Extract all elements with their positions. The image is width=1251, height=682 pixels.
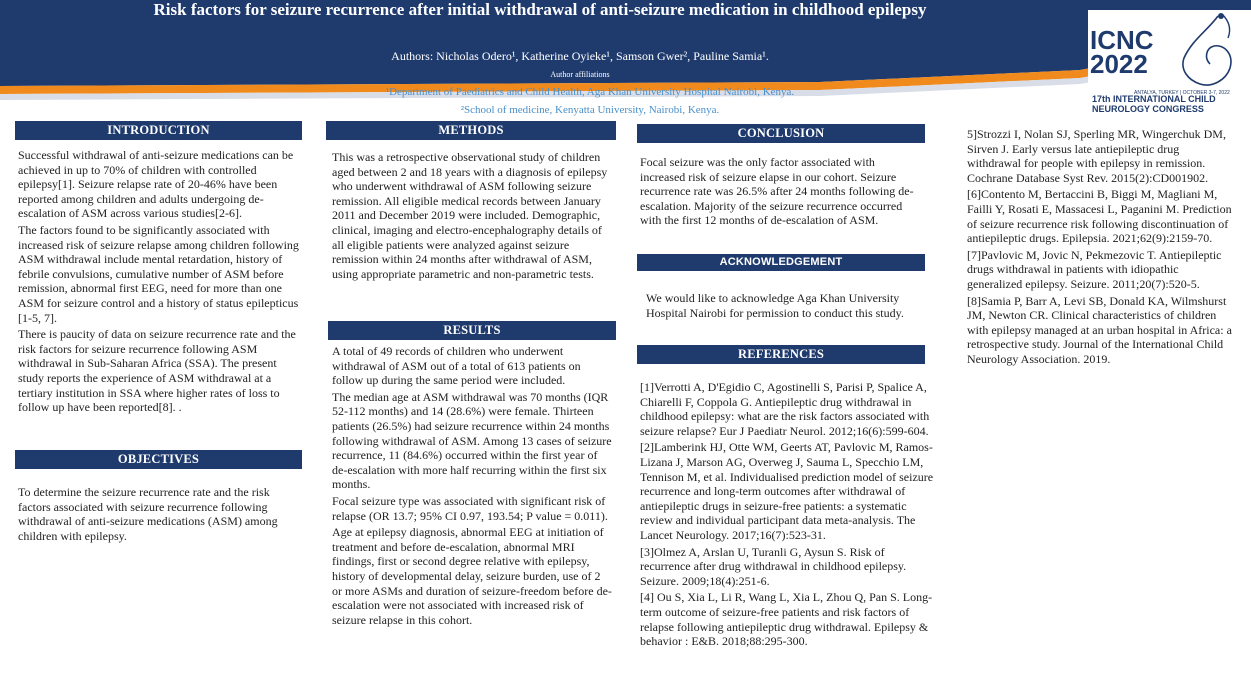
affiliations-heading: Author affiliations — [550, 70, 610, 79]
reference-item: [3]Olmez A, Arslan U, Turanli G, Aysun S. Risk of recurrence after drug withdrawal in childhood epilepsy. Seizure. 2009;18(4):251-6. — [640, 544, 907, 588]
acknowledgement-heading: ACKNOWLEDGEMENT — [637, 254, 925, 271]
title-banner — [0, 0, 1251, 100]
conclusion-body — [640, 155, 922, 228]
reference-item: [2]Lamberink HJ, Otte WM, Geerts AT, Pavlovic M, Ramos-Lizana J, Marson AG, Overweg J, Sauma L, Specchio LM, Tennison M, et al. Individualised prediction model of seizure recurrence and long-term outcomes after withdrawal of antiepileptic drugs in seizure-free patients: a systematic review and individual participant data meta-analysis. The Lancet Neurology. 2017;16(7):523-31. — [640, 440, 934, 542]
reference-item: [7]Pavlovic M, Jovic N, Pekmezovic T. Antiepileptic drugs withdrawal in patients with idiopathic generalized epilepsy. Seizure. 2011;20(7):520-5. — [967, 247, 1222, 291]
reference-item: [8]Samia P, Barr A, Levi SB, Donald KA, Wilmshurst JM, Newton CR. Clinical characteristics of children with epilepsy managed at an urban hospital in Africa: a retrospective study. Journal of the International Child Neurology Association. 2019. — [967, 293, 1232, 366]
logo-congress-name — [1092, 94, 1216, 114]
acknowledgement-section — [637, 254, 925, 322]
results-paragraph: Focal seizure type was associated with significant risk of relapse (OR 13.7; 95% CI 0.97, 193.54; P value = 0.011). — [332, 493, 608, 523]
poster-authors: Authors: Nicholas Odero¹, Katherine Oyieke¹, Samson Gwer², Pauline Samia¹. — [391, 49, 769, 63]
objectives-paragraph: To determine the seizure recurrence rate and the risk factors associated with seizure recurrence following withdrawal of anti-seizure medications (ASM) among children with epilepsy. — [18, 485, 278, 543]
reference-item: 5]Strozzi I, Nolan SJ, Sperling MR, Wingerchuk DM, Sirven J. Early versus late antiepileptic drug withdrawal for people with epilepsy in remission. Cochrane Database Syst Rev. 2015(2):CD001902. — [967, 127, 1226, 185]
references-list — [640, 380, 936, 649]
results-paragraph: Age at epilepsy diagnosis, abnormal EEG at initiation of treatment and before de-escalation, abnormal MRI findings, first or second degree relative with epilepsy, history of developmental delay, seizure burden, use of 2 or more ASMs and duration of seizure-freedom before de-escalation were not associated with increased risk of seizure relapse in this cohort. — [332, 525, 612, 627]
results-body — [332, 344, 612, 627]
methods-paragraph: This was a retrospective observational study of children aged between 2 and 18 years with a diagnosis of epilepsy who underwent withdrawal of ASM following seizure remission. All eligible medical records between January 2011 and December 2019 were included. Demographic, clinical, imaging and electro-encephalography details of all eligible patients were analyzed against seizure remission within 24 months after withdrawal of ASM, using appropriate parametric and non-parametric tests. — [332, 150, 608, 281]
results-paragraph: A total of 49 records of children who underwent withdrawal of ASM out of a total of 613 patients on follow up during the same period were included. — [332, 344, 581, 388]
methods-heading: METHODS — [326, 121, 616, 140]
introduction-paragraph: The factors found to be significantly associated with increased risk of seizure relapse among children following ASM withdrawal include mental retardation, history of febrile convulsions, cumulative number of ASM before remission, abnormal first EEG, need for more than one ASM for seizure control and a history of status epilepticus [1-5, 7]. — [18, 222, 299, 325]
objectives-heading: OBJECTIVES — [15, 450, 302, 469]
references-heading: REFERENCES — [637, 345, 925, 364]
reference-item: [6]Contento M, Bertaccini B, Biggi M, Magliani M, Failli Y, Rosati E, Massacesi L, Paganini M. Prediction of seizure recurrence risk following discontinuation of antiepileptic drugs. Epilepsia. 2021;62(9):2159-70. — [967, 187, 1232, 246]
logo-name-line1: ICNC — [1090, 25, 1154, 55]
reference-item: [1]Verrotti A, D'Egidio C, Agostinelli S, Parisi P, Spalice A, Chiarelli F, Coppola G. Antiepileptic drug withdrawal in childhood epilepsy: what are the risk factors associated with seizure relapse? Eur J Paediatr Neurol. 2012;16(6):599-604. — [640, 380, 930, 438]
affiliation-2: ²School of medicine, Kenyatta University, Nairobi, Kenya. — [460, 104, 720, 116]
acknowledgement-paragraph: We would like to acknowledge Aga Khan University Hospital Nairobi for permission to conduct this study. — [646, 291, 904, 320]
logo-name-line2: 2022 — [1090, 49, 1148, 79]
references-section — [637, 345, 934, 651]
introduction-paragraph: There is paucity of data on seizure recurrence rate and the risk factors for seizure recurrence following ASM withdrawal in Sub-Saharan Africa (SSA). The present study reports the experience of ASM withdrawal at a tertiary institution in SSA where higher rates of loss to follow up have been reported[8]. . — [18, 327, 296, 415]
logo-congress-line2: NEUROLOGY CONGRESS — [1092, 104, 1204, 114]
methods-section — [326, 121, 616, 283]
introduction-body — [18, 148, 299, 415]
methods-body — [332, 150, 610, 281]
acknowledgement-body — [646, 291, 917, 320]
objectives-section — [15, 450, 302, 545]
column-1 — [15, 121, 302, 417]
references-list-continued — [967, 127, 1233, 367]
introduction-paragraph: Successful withdrawal of anti-seizure medications can be achieved in up to 70% of children with controlled epilepsy[1]. Seizure relapse rate of 20-46% have been reported among children and adults undergoing de-escalation of ASM across various studies[2-6]. — [18, 148, 294, 221]
results-section — [328, 321, 616, 629]
conclusion-heading: CONCLUSION — [637, 124, 925, 143]
results-heading: RESULTS — [328, 321, 616, 340]
conclusion-section — [637, 124, 925, 230]
reference-item: [4] Ou S, Xia L, Li R, Wang L, Xia L, Zhou Q, Pan S. Long-term outcome of seizure-free patients and risk factors of relapse following antiepileptic drug withdrawal. Epilepsy & behavior : E&B. 2018;88:295-300. — [640, 590, 933, 649]
introduction-heading: INTRODUCTION — [15, 121, 302, 140]
conclusion-paragraph: Focal seizure was the only factor associated with increased risk of seizure elapse in our cohort. Seizure recurrence rate was 26.5% after 24 months following de-escalation. Majority of the seizure recurrence occurred with the first 12 months of de-escalation of ASM. — [640, 155, 914, 228]
poster-title: Risk factors for seizure recurrence after initial withdrawal of anti-seizure medication in childhood epilepsy — [153, 0, 927, 19]
objectives-body — [18, 485, 299, 543]
logo-wordmark — [1090, 25, 1154, 79]
logo-congress-line1: 17th INTERNATIONAL CHILD — [1092, 94, 1216, 104]
logo-location: ANTALYA, TURKEY | OCTOBER 3-7, 2022 — [1134, 90, 1230, 96]
affiliation-1: ¹Department of Paediatrics and Child Health, Aga Khan University Hospital Nairobi, Kenya. — [385, 86, 795, 98]
references-continued — [967, 127, 1233, 369]
results-paragraph: The median age at ASM withdrawal was 70 months (IQR 52-112 months) and 14 (28.6%) were female. Thirteen patients (26.5%) had seizure recurrence within 24 months following withdrawal of ASM. Among 13 cases of seizure recurrence, 11 (84.6%) occurred within the first year of de-escalation with more half recurring within the first six months. — [332, 389, 612, 492]
